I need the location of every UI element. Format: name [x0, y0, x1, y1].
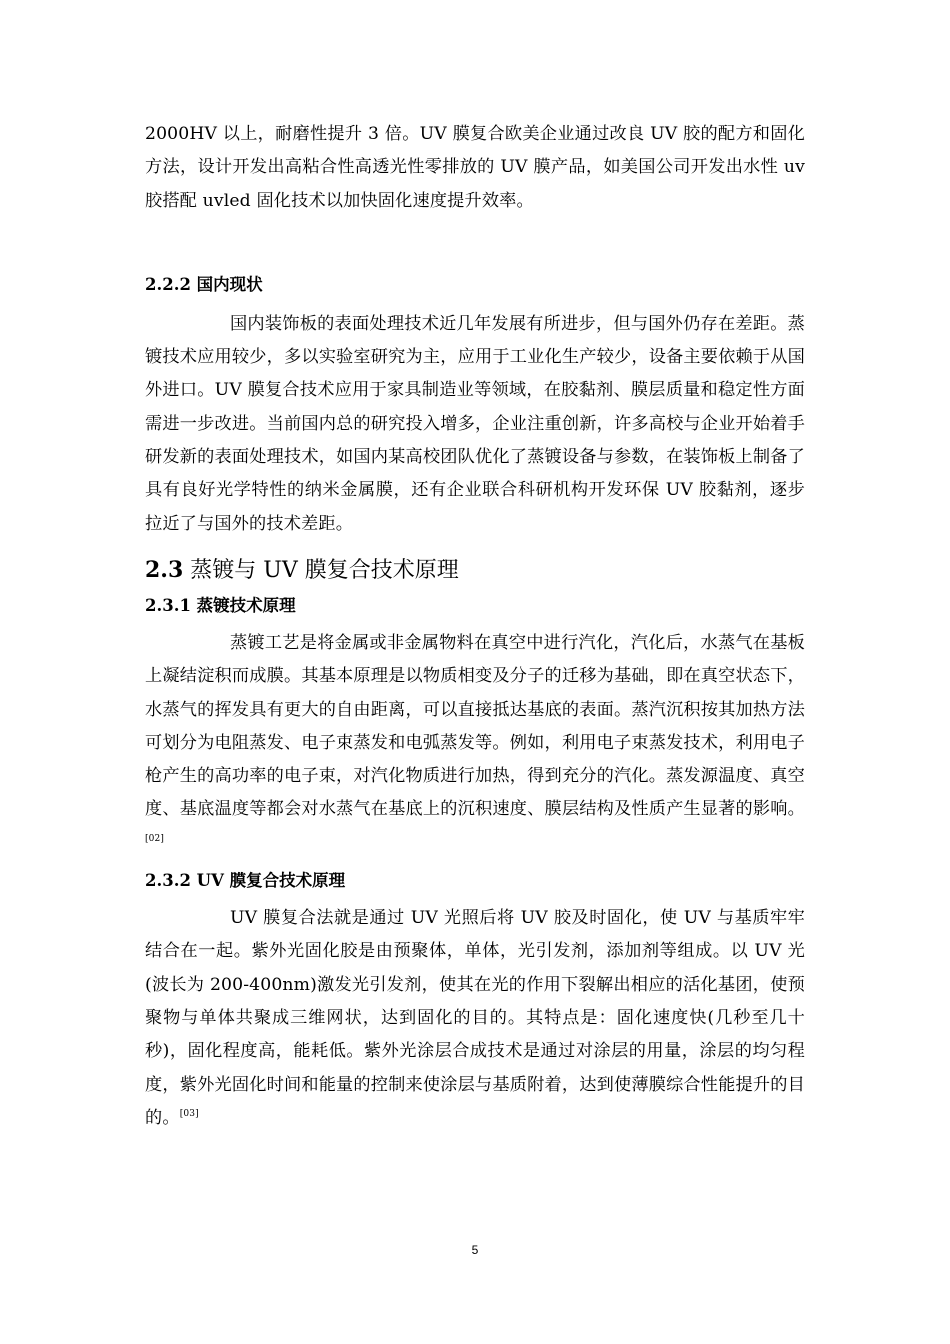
citation-03: [03]	[179, 1108, 199, 1119]
spacer	[145, 218, 805, 270]
paragraph-uv	[145, 902, 805, 1135]
paragraph-evaporation	[145, 627, 805, 860]
heading-2-2-2: 2.2.2 国内现状	[145, 274, 263, 294]
page-content	[145, 118, 805, 1135]
spacer	[145, 300, 805, 308]
paragraph-domestic: 国内装饰板的表面处理技术近几年发展有所进步，但与国外仍存在差距。蒸镀技术应用较少，多以实验室研究为主，应用于工业化生产较少，设备主要依赖于从国外进口。UV 膜复合技术应用于家具制造业等领域，在胶黏剂、膜层质量和稳定性方面需进一步改进。当前国内总的研究投入增多，企业注重创新，许多高校与企业开始着手研发新的表面处理技术，如国内某高校团队优化了蒸镀设备与参数，在装饰板上制备了具有良好光学特性的纳米金属膜，还有企业联合科研机构开发环保 UV 胶黏剂，逐步拉近了与国外的技术差距。	[145, 313, 805, 534]
heading-2-3-number: 2.3	[145, 556, 184, 583]
heading-2-3-1: 2.3.1 蒸镀技术原理	[145, 595, 296, 615]
page-number: 5	[471, 1243, 479, 1257]
paragraph-intro: 2000HV 以上，耐磨性提升 3 倍。UV 膜复合欧美企业通过改良 UV 胶的配方和固化方法，设计开发出高粘合性高透光性零排放的 UV 膜产品，如美国公司开发出水性 uv 胶搭配 uvled 固化技术以加快固化速度提升效率。	[145, 124, 805, 211]
heading-2-3-2: 2.3.2 UV 膜复合技术原理	[145, 871, 346, 891]
paragraph-evaporation-text: 蒸镀工艺是将金属或非金属物料在真空中进行汽化，汽化后，水蒸气在基板上凝结淀积而成膜。其基本原理是以物质相变及分子的迁移为基础，即在真空状态下，水蒸气的挥发具有更大的自由距离，可以直接抵达基底的表面。蒸汽沉积按其加热方法可划分为电阻蒸发、电子束蒸发和电弧蒸发等。例如，利用电子束蒸发技术，利用电子枪产生的高功率的电子束，对汽化物质进行加热，得到充分的汽化。蒸发源温度、真空度、基底温度等都会对水蒸气在基底上的沉积速度、膜层结构及性质产生显著的影响。	[145, 632, 805, 820]
spacer	[145, 541, 805, 550]
citation-02: [02]	[145, 833, 165, 844]
paragraph-uv-text: UV 膜复合法就是通过 UV 光照后将 UV 胶及时固化，使 UV 与基质牢牢结合在一起。紫外光固化胶是由预聚体，单体，光引发剂，添加剂等组成。以 UV 光(波长为 200-400nm)激发光引发剂，使其在光的作用下裂解出相应的活化基团，使预聚物与单体共聚成三维网状，达到固化的目的。其特点是：固化速度快(几秒至几十秒)，固化程度高，能耗低。紫外光涂层合成技术是通过对涂层的用量，涂层的均匀程度，紫外光固化时间和能量的控制来使涂层与基质附着，达到使薄膜综合性能提升的目的。	[145, 908, 805, 1128]
heading-2-3-text: 蒸镀与 UV 膜复合技术原理	[190, 557, 459, 583]
heading-2-3	[145, 550, 805, 591]
